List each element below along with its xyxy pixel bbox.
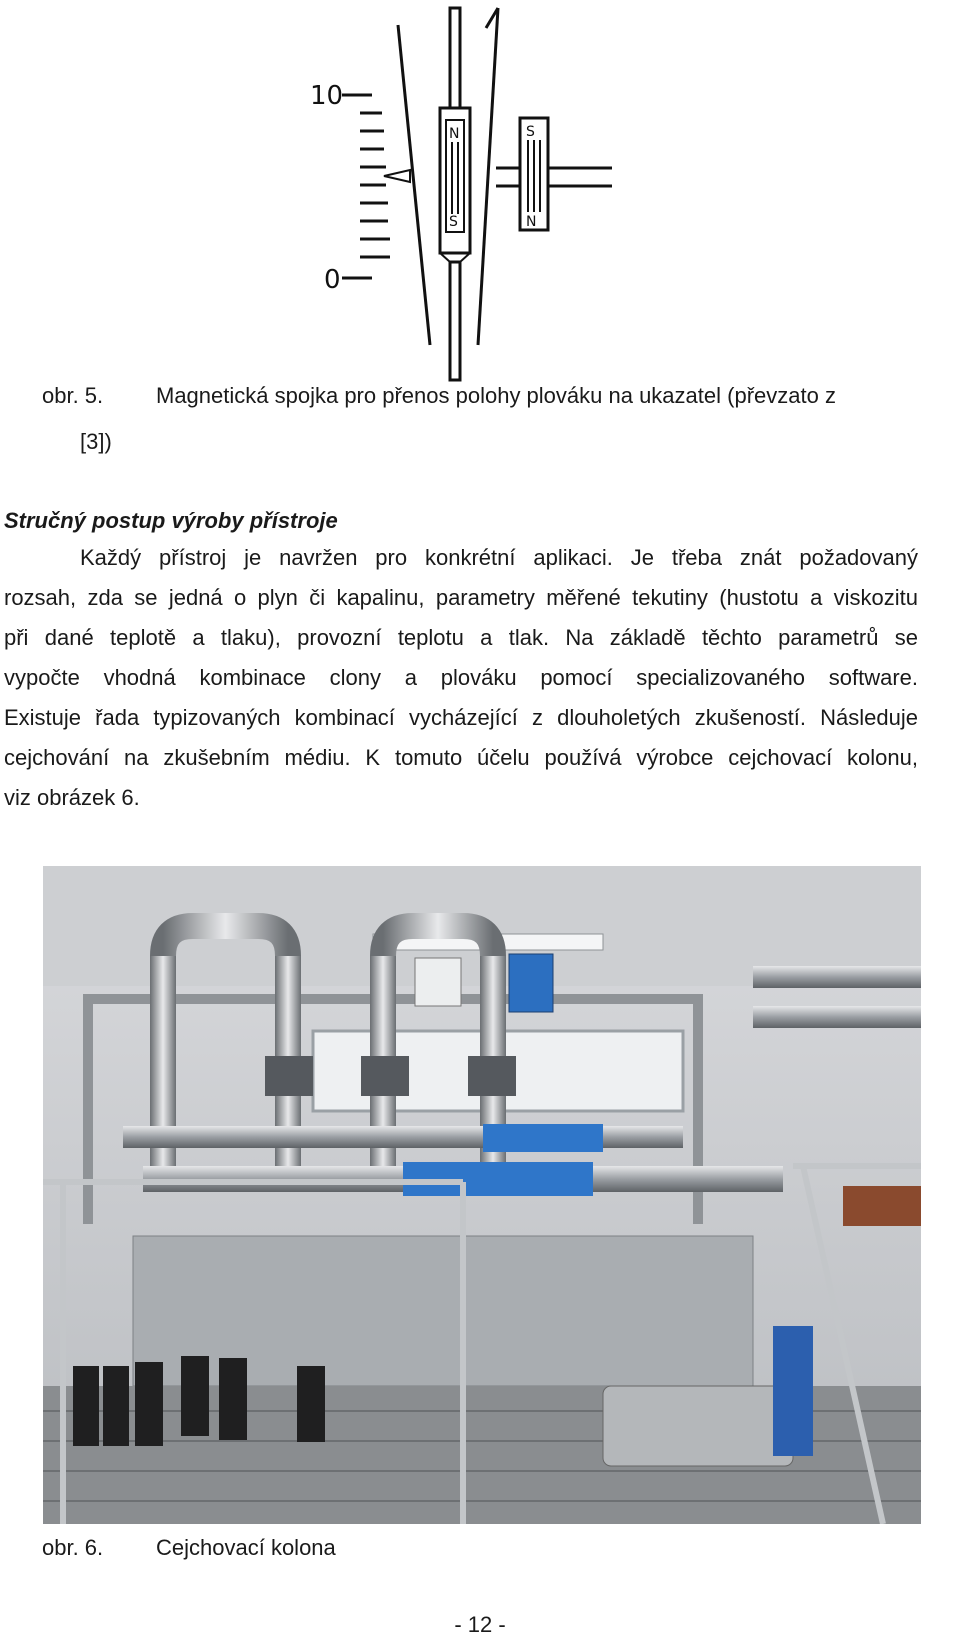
figure5-caption-label: obr. 5. <box>42 383 104 408</box>
outer-pole-s: S <box>526 124 535 140</box>
tube-wall-left <box>398 25 430 345</box>
tube-wall-inner-left <box>478 8 498 345</box>
figure5-caption-text: Magnetická spojka pro přenos polohy plováku na ukazatel (převzato z <box>156 383 836 408</box>
scale-ticks <box>342 95 390 278</box>
figure6-caption-label: obr. 6. <box>42 1535 104 1560</box>
paragraph-line: cejchování na zkušebním médiu. K tomuto účelu používá výrobce cejchovací kolonu, <box>4 745 918 770</box>
page-number: - 12 - <box>454 1612 506 1637</box>
section-heading: Stručný postup výroby přístroje <box>4 508 338 533</box>
figure6-caption-text: Cejchovací kolona <box>156 1535 336 1560</box>
outer-pole-n: N <box>526 214 537 230</box>
calibration-column-photo <box>43 866 921 1524</box>
magnet-pole-n: N <box>449 126 460 142</box>
float-rod-top <box>450 8 460 108</box>
paragraph-line: viz obrázek 6. <box>4 785 140 810</box>
paragraph-line: při dané teplotě a tlaku), provozní teplotu a tlak. Na základě těchto parametrů se <box>4 625 918 650</box>
scale-label-0: 0 <box>324 265 341 295</box>
float-rod-bottom <box>450 262 460 380</box>
body-paragraph <box>4 538 918 818</box>
paragraph-line: vypočte vhodná kombinace clony a plováku pomocí specializovaného software. <box>4 665 918 690</box>
pointer-needle <box>384 170 410 182</box>
figure5-caption-cont: [3]) <box>80 429 112 454</box>
paragraph-line: Každý přístroj je navržen pro konkrétní aplikaci. Je třeba znát požadovaný <box>80 545 918 570</box>
paragraph-line: rozsah, zda se jedná o plyn či kapalinu, parametry měřené tekutiny (hustotu a viskozitu <box>4 585 918 610</box>
magnet-pole-s: S <box>449 214 458 230</box>
magnetic-coupling-diagram <box>300 0 660 385</box>
scale-label-10: 10 <box>310 81 344 111</box>
paragraph-line: Existuje řada typizovaných kombinací vycházející z dlouholetých zkušeností. Následuje <box>4 705 918 730</box>
